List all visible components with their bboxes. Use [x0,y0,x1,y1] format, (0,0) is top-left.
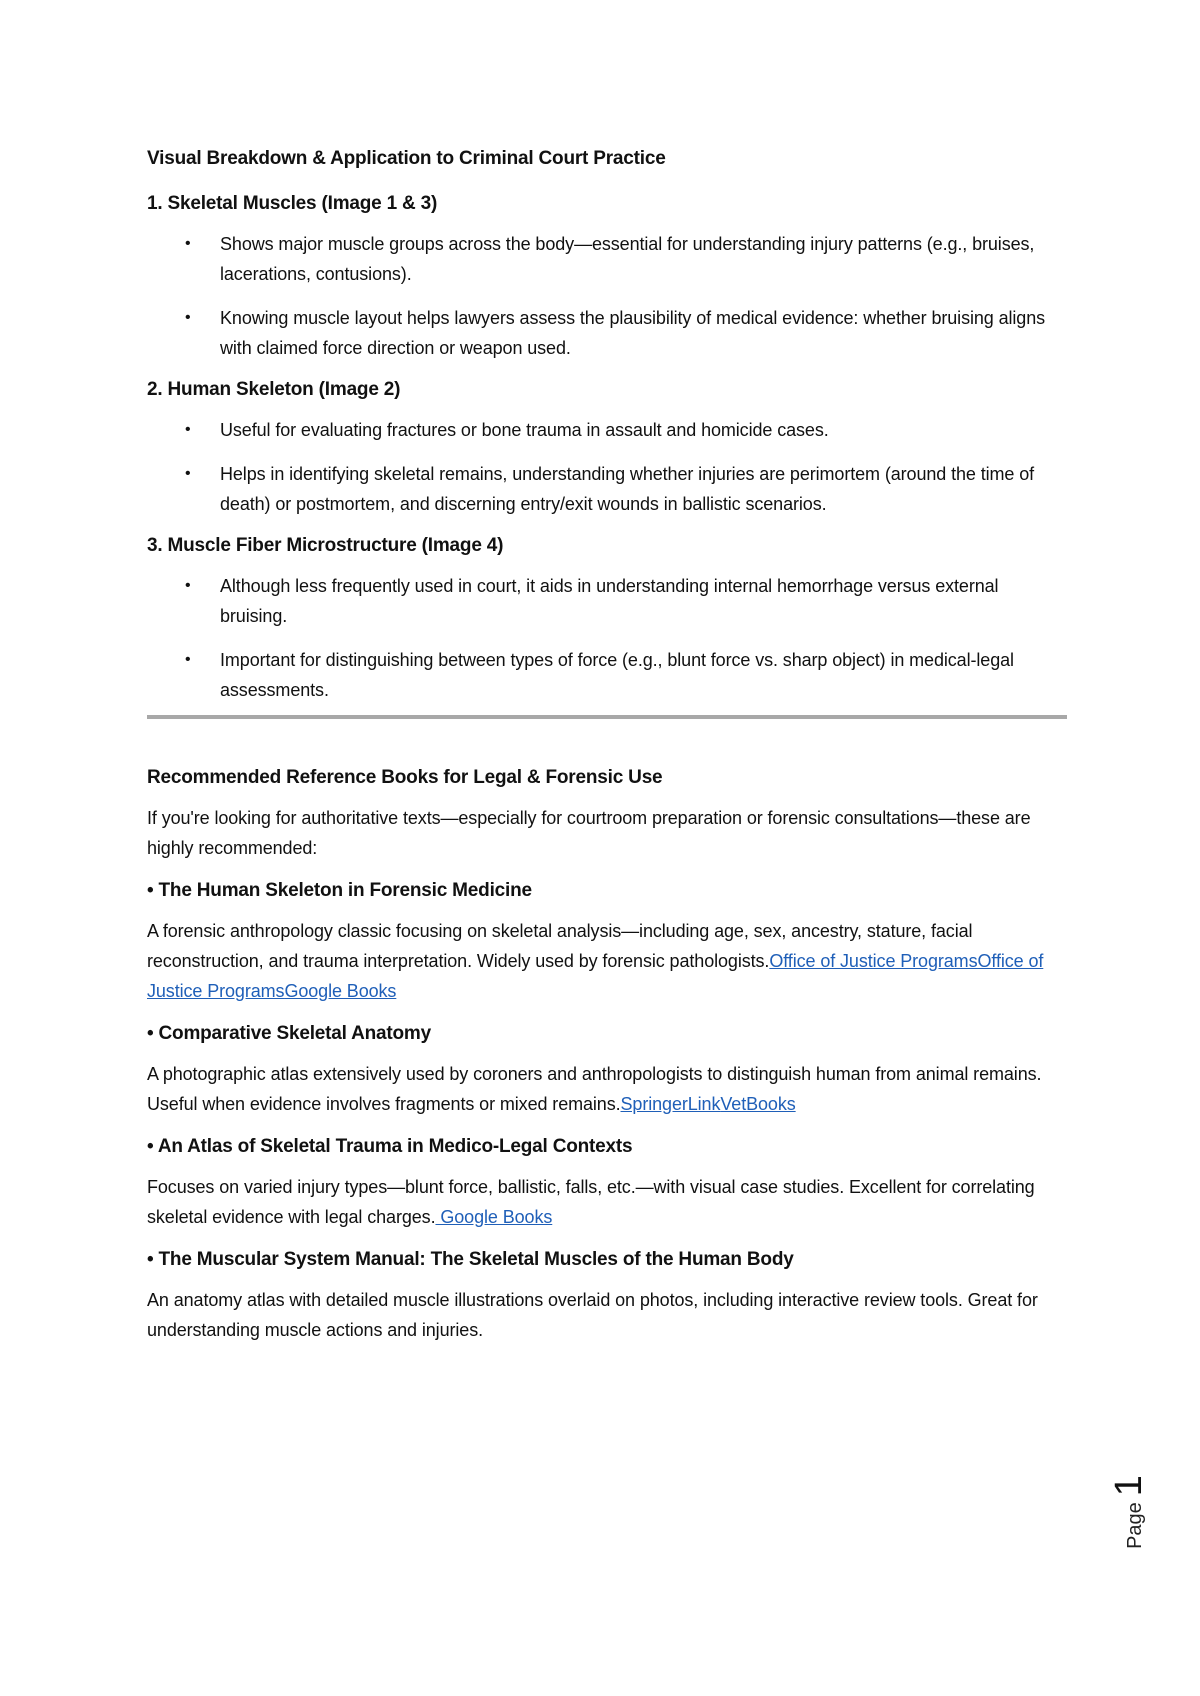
bullet-dot-icon: • [185,309,191,326]
section-bullet-list [147,571,1067,705]
book-title-human-skeleton: • The Human Skeleton in Forensic Medicine [147,880,532,901]
book-title-comparative-anatomy: • Comparative Skeletal Anatomy [147,1023,431,1044]
bullet-dot-icon: • [185,421,191,438]
bullet-item [147,571,1067,631]
reference-link-ojp[interactable]: Office of Justice Programs [769,951,978,971]
book-description-text: A forensic anthropology classic focusing on skeletal analysis—including age, sex, ancestry, stature, facial reconstruction, and trauma interpretation. Widely used by forensic pathologists. [147,921,973,971]
document-title: Visual Breakdown & Application to Criminal Court Practice [147,148,666,169]
book-description: An anatomy atlas with detailed muscle illustrations overlaid on photos, including interactive review tools. Great for understanding muscle actions and injuries. [147,1290,1038,1340]
reference-link-springerlink[interactable]: SpringerLink [620,1094,721,1114]
bullet-text: Important for distinguishing between types of force (e.g., blunt force vs. sharp object) in medical-legal assessments. [220,650,1014,700]
bullet-item [147,459,1067,519]
book-description-text: Focuses on varied injury types—blunt force, ballistic, falls, etc.—with visual case studies. Excellent for correlating skeletal evidence with legal charges. [147,1177,1035,1227]
page-number-marker [1108,1475,1188,1549]
bullet-text: Knowing muscle layout helps lawyers assess the plausibility of medical evidence: whether bruising aligns with claimed force direction or weapon used. [220,308,1046,358]
section-bullet-list [147,229,1067,363]
section-heading-muscle-fiber: 3. Muscle Fiber Microstructure (Image 4) [147,535,504,556]
section-heading-human-skeleton: 2. Human Skeleton (Image 2) [147,379,401,400]
bullet-text: Shows major muscle groups across the body—essential for understanding injury patterns (e.g., bruises, lacerations, contusions). [220,234,1035,284]
bullet-text: Although less frequently used in court, it aids in understanding internal hemorrhage versus external bruising. [220,576,999,626]
reference-link-google-books[interactable]: Google Books [284,981,397,1001]
section-heading-skeletal-muscles: 1. Skeletal Muscles (Image 1 & 3) [147,193,438,214]
page-label: Page [1124,1502,1146,1549]
section-bullet-list [147,415,1067,519]
book-description [147,916,1067,1006]
bullet-item [147,645,1067,705]
book-description-text: A photographic atlas extensively used by coroners and anthropologists to distinguish human from animal remains. Useful when evidence involves fragments or mixed remains. [147,1064,1042,1114]
reference-link-google-books[interactable]: Google Books [435,1207,553,1227]
reference-link-vetbooks[interactable]: VetBooks [720,1094,796,1114]
page-number: 1 [1108,1475,1150,1497]
bullet-item [147,229,1067,289]
bullet-text: Helps in identifying skeletal remains, understanding whether injuries are perimortem (around the time of death) or postmortem, and discerning entry/exit wounds in ballistic scenarios. [220,464,1035,514]
books-heading: Recommended Reference Books for Legal & Forensic Use [147,767,663,788]
bullet-dot-icon: • [185,465,191,482]
books-intro: If you're looking for authoritative texts—especially for courtroom preparation or forensic consultations—these are highly recommended: [147,808,1031,858]
bullet-item [147,415,1067,445]
reference-link-ojp[interactable]: Office of Justice Programs [147,951,1044,1001]
book-title-skeletal-trauma-atlas: • An Atlas of Skeletal Trauma in Medico-Legal Contexts [147,1136,633,1157]
bullet-dot-icon: • [185,651,191,668]
bullet-dot-icon: • [185,577,191,594]
book-title-muscular-system-manual: • The Muscular System Manual: The Skeletal Muscles of the Human Body [147,1249,794,1270]
document-body [147,146,1067,1360]
book-description [147,1172,1067,1232]
book-description [147,1059,1067,1119]
bullet-text: Useful for evaluating fractures or bone trauma in assault and homicide cases. [220,420,829,440]
bullet-item [147,303,1067,363]
bullet-dot-icon: • [185,235,191,252]
horizontal-divider [147,715,1067,719]
